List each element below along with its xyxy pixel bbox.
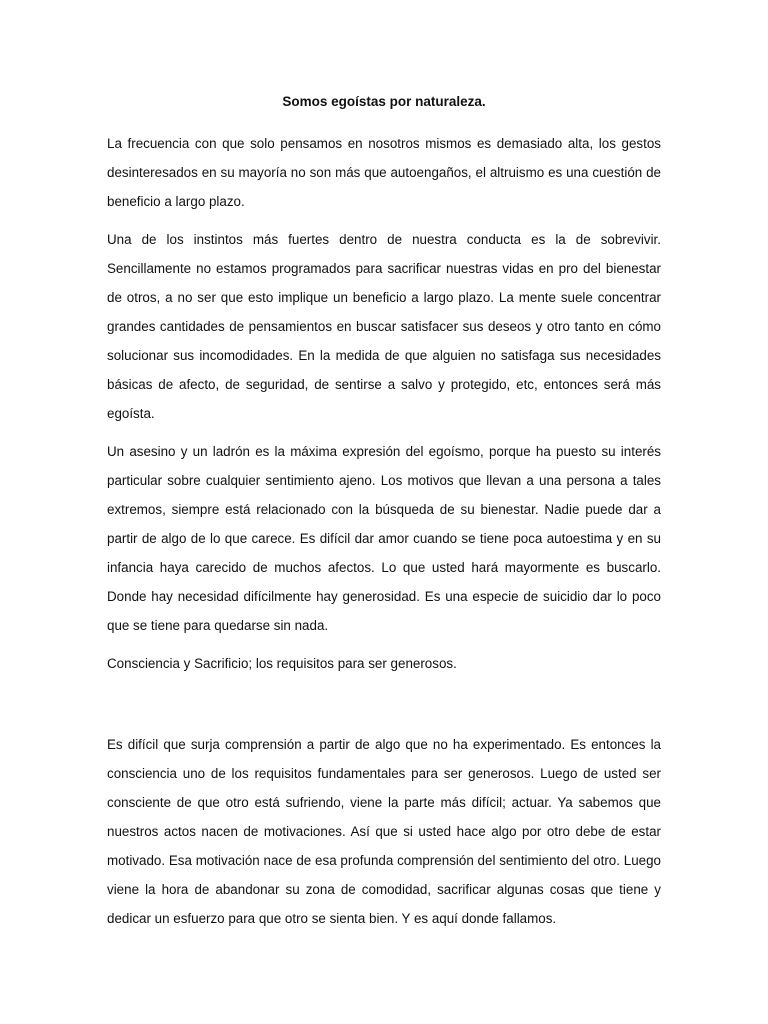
paragraph-3: Un asesino y un ladrón es la máxima expresión del egoísmo, porque ha puesto su interés particular sobre cualquier sentimiento ajeno. Los motivos que llevan a una persona a tales extremos, siempre está relacionado con la búsqueda de su bienestar. Nadie puede dar a partir de algo de lo que carece. Es difícil dar amor cuando se tiene poca autoestima y en su infancia haya carecido de muchos afectos. Lo que usted hará mayormente es buscarlo. Donde hay necesidad difícilmente hay generosidad. Es una especie de suicidio dar lo poco que se tiene para quedarse sin nada. [107, 444, 661, 633]
paragraph-1: La frecuencia con que solo pensamos en nosotros mismos es demasiado alta, los gestos desinteresados en su mayoría no son más que autoengaños, el altruismo es una cuestión de beneficio a largo plazo. [107, 136, 661, 209]
document-title: Somos egoístas por naturaleza. [282, 94, 486, 109]
section-subheading: Consciencia y Sacrificio; los requisitos para ser generosos. [107, 656, 457, 671]
document-body [107, 92, 661, 942]
paragraph-2: Una de los instintos más fuertes dentro de nuestra conducta es la de sobrevivir. Sencillamente no estamos programados para sacrificar nuestras vidas en pro del bienestar de otros, a no ser que esto implique un beneficio a largo plazo. La mente suele concentrar grandes cantidades de pensamientos en buscar satisfacer sus deseos y otro tanto en cómo solucionar sus incomodidades. En la medida de que alguien no satisfaga sus necesidades básicas de afecto, de seguridad, de sentirse a salvo y protegido, etc, entonces será más egoísta. [107, 232, 661, 421]
paragraph-4: Es difícil que surja comprensión a partir de algo que no ha experimentado. Es entonces la consciencia uno de los requisitos fundamentales para ser generosos. Luego de usted ser consciente de que otro está sufriendo, viene la parte más difícil; actuar. Ya sabemos que nuestros actos nacen de motivaciones. Así que si usted hace algo por otro debe de estar motivado. Esa motivación nace de esa profunda comprensión del sentimiento del otro. Luego viene la hora de abandonar su zona de comodidad, sacrificar algunas cosas que tiene y dedicar un esfuerzo para que otro se sienta bien. Y es aquí donde fallamos. [107, 737, 661, 926]
